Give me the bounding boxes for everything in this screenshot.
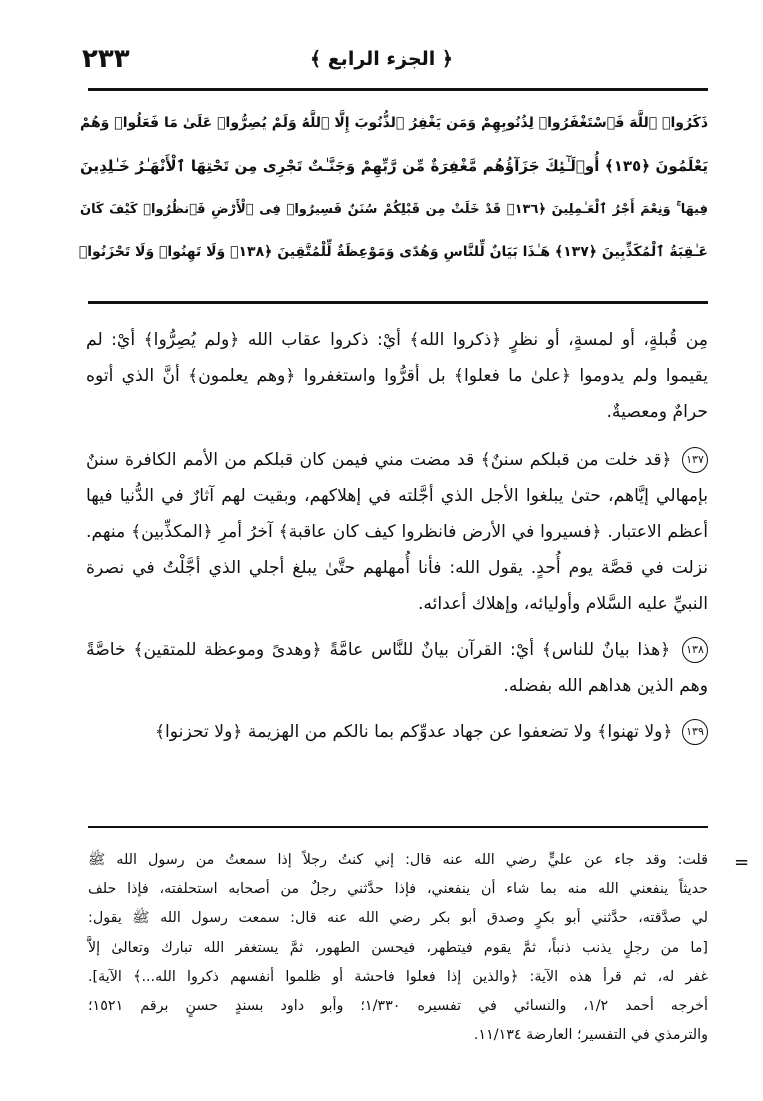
footnote-divider [88,826,708,828]
commentary-paragraph [86,442,708,622]
quran-text-block [80,102,708,274]
verse-number-badge: ١٣٩ [682,719,708,745]
quran-line: فِيهَا ۚ وَنِعْمَ أَجْرُ ٱلْعَـٰمِلِينَ ﴿١٣٦﴾ قَدْ خَلَتْ مِن قَبْلِكُمْ سُنَنٌ فَسِيرُوا۟ فِى ٱلْأَرْضِ فَٱنظُرُوا۟ كَيْفَ كَانَ [80,202,708,217]
footnote-continuation-mark: = [734,852,750,873]
commentary-paragraph [86,714,708,750]
footnote-line: حديثاً ينفعني الله منه بما شاء أن ينفعني، فإذا حدَّثني رجلٌ من أصحابه استحلفته، فإذا حلف [88,881,708,898]
commentary-paragraph [86,632,708,704]
header-divider [88,88,708,91]
footnote-line: والترمذي في التفسير؛ العارضة ١١/١٣٤. [473,1027,708,1044]
commentary-text: ﴿قد خلت من قبلكم سننٌ﴾ قد مضت مني فيمن كان قبلكم من الأمم الكافرة سننٌ بإمهالي إيَّاهم، حتىٰ يبلغوا الأجل الذي أجَّلته في إهلاكهم، وبقيت لهم آثارٌ في الدُّنيا فيها أعظم الاعتبار. ﴿فسيروا في الأرض فانظروا كيف كان عاقبة﴾ آخرُ أمرِ ﴿المكذِّبين﴾ منهم. نزلت في قصَّة يوم أُحدٍ. يقول الله: فأنا أُمهلهم حتَّىٰ يبلغ أجلي الذي أجَّلْتُ في نصرة النبيِّ عليه السَّلام وأوليائه، وإهلاك أعدائه. [86,450,708,614]
footnote-line: أخرجه أحمد ١/٢، والنسائي في تفسيره ١/٣٣٠؛ وأبو داود بسندٍ حسنٍ برقم ١٥٢١؛ [88,998,708,1015]
footnote-line: لي صدَّقته، حدَّثني أبو بكرٍ وصدق أبو بكر رضي الله عنه قال: سمعت رسول الله ﷺ يقول: [88,910,708,927]
commentary-section [86,322,708,760]
quran-line: يَعْلَمُونَ ﴿١٣٥﴾ أُو۟لَـٰٓئِكَ جَزَآؤُهُم مَّغْفِرَةٌ مِّن رَّبِّهِمْ وَجَنَّـٰتٌ تَجْرِى مِن تَحْتِهَا ٱلْأَنْهَـٰرُ خَـٰلِدِينَ [80,157,708,175]
footnote-line: [ما من رجلٍ يذنب ذنباً، ثمَّ يقوم فيتطهر، فيحسن الطهور، ثمَّ يستغفر الله تبارك وتعالىٰ إلاَّ [88,939,708,956]
commentary-text: ﴿ولا تهنوا﴾ ولا تضعفوا عن جهاد عدوِّكم بما نالكم من الهزيمة ﴿ولا تحزنوا﴾ [154,722,673,742]
quran-line: عَـٰقِبَةُ ٱلْمُكَذِّبِينَ ﴿١٣٧﴾ هَـٰذَا بَيَانٌ لِّلنَّاسِ وَهُدًى وَمَوْعِظَةٌ لِّلْمُتَّقِينَ ﴿١٣٨﴾ وَلَا تَهِنُوا۟ وَلَا تَحْزَنُوا۟ [78,244,708,260]
footnote-block [88,846,708,1050]
quran-line: ذَكَرُوا۟ ٱللَّهَ فَٱسْتَغْفَرُوا۟ لِذُنُوبِهِمْ وَمَن يَغْفِرُ ٱلذُّنُوبَ إِلَّا ٱللَّهُ وَلَمْ يُصِرُّوا۟ عَلَىٰ مَا فَعَلُوا۟ وَهُمْ [80,115,708,131]
verse-number-badge: ١٣٧ [682,447,708,473]
running-header: ﴿ الجزء الرابع ﴾ [309,48,454,70]
page-number: ٢٣٣ [82,44,130,74]
quran-divider [88,301,708,304]
footnote-line: قلت: وقد جاء عن عليٍّ رضي الله عنه قال: إني كنتُ رجلاً إذا سمعتُ من رسول الله ﷺ [88,852,708,868]
verse-number-badge: ١٣٨ [682,637,708,663]
commentary-paragraph: مِن قُبلةٍ، أو لمسةٍ، أو نظرٍ ﴿ذكروا الله﴾ أيْ: ذكروا عقاب الله ﴿ولم يُصِرُّوا﴾ أيْ: لم يقيموا ولم يدوموا ﴿علىٰ ما فعلوا﴾ بل أقرُّوا واستغفروا ﴿وهم يعلمون﴾ أنَّ الذي أتوه حرامٌ ومعصيةٌ. [86,330,708,422]
commentary-text: ﴿هذا بيانٌ للناس﴾ أيْ: القرآن بيانٌ للنَّاس عامَّةً ﴿وهدىً وموعظة للمتقين﴾ خاصَّةً وهم الذين هداهم الله بفضله. [86,640,708,696]
footnote-line: غفر له، ثم قرأ هذه الآية: ﴿والذين إذا فعلوا فاحشة أو ظلموا أنفسهم ذكروا الله...﴾ الآية]. [88,968,708,985]
